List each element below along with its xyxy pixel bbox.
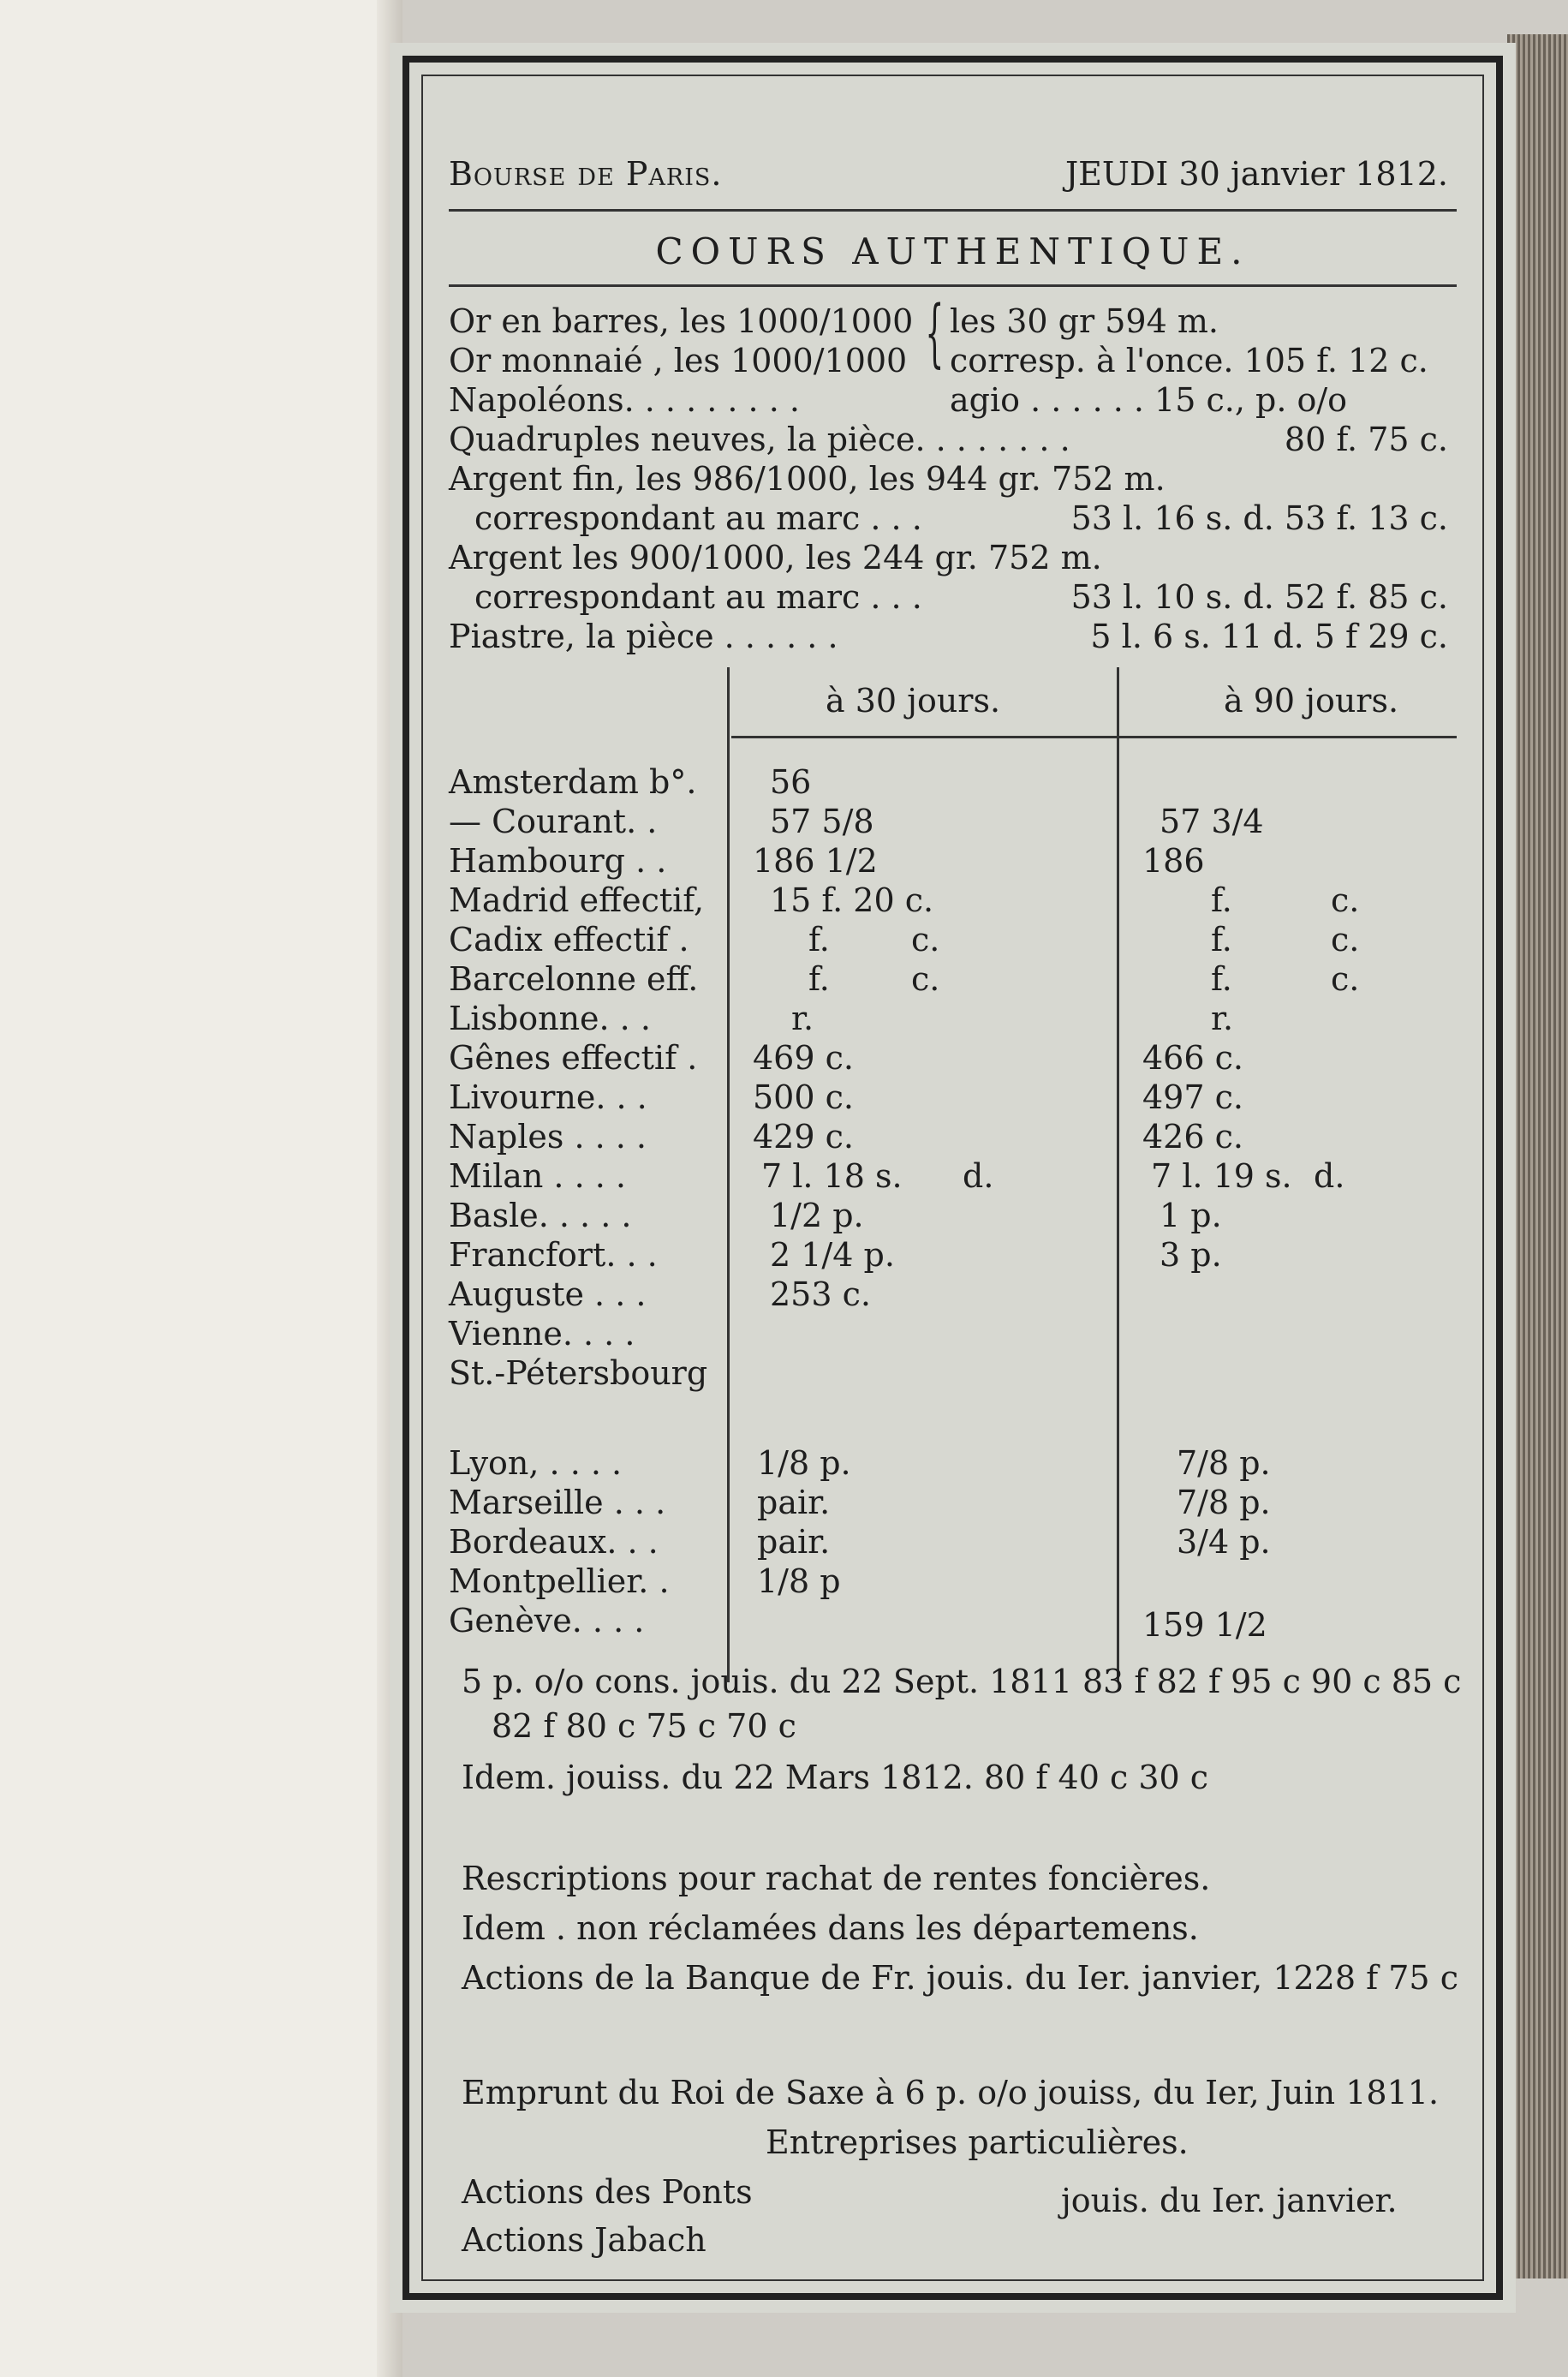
- metal-label: Piastre, la pièce . . . . . .: [449, 618, 838, 655]
- rate-30: 1/8 p: [757, 1562, 841, 1600]
- metal-label: Napoléons. . . . . . . . .: [449, 381, 800, 419]
- header-rule: [449, 209, 1457, 212]
- rentes-line: Idem. jouiss. du 22 Mars 1812. 80 f 40 c 30 c: [462, 1759, 1209, 1796]
- metal-value: 80 f. 75 c.: [1284, 421, 1448, 458]
- footer-line: jouis. du Ier. janvier.: [1061, 2182, 1398, 2219]
- page-edges: [1507, 34, 1568, 2278]
- rate-30: pair.: [757, 1484, 831, 1521]
- column-header-30: à 30 jours.: [826, 682, 1001, 720]
- left-blank-page: [0, 0, 396, 2377]
- place-name: — Courant. .: [449, 803, 658, 840]
- rate-30: 500 c.: [753, 1078, 854, 1116]
- rate-90: f.: [1211, 881, 1232, 919]
- column-header-rule: [731, 736, 1457, 738]
- rate-90-unit: c.: [1331, 921, 1360, 959]
- outer-border: [402, 56, 1503, 2300]
- rate-90: f.: [1211, 960, 1232, 998]
- rate-90: 1 p.: [1160, 1197, 1222, 1234]
- metal-value: 53 l. 10 s. d. 52 f. 85 c.: [1070, 578, 1448, 616]
- rate-30: pair.: [757, 1523, 831, 1561]
- place-name: Cadix effectif .: [449, 921, 689, 959]
- footer-line: Actions de la Banque de Fr. jouis. du Ier. janvier, 1228 f 75 c: [462, 1959, 1458, 1997]
- place-name: St.-Pétersbourg: [449, 1354, 708, 1392]
- place-name: Milan . . . .: [449, 1157, 626, 1195]
- place-name: Basle. . . . .: [449, 1197, 632, 1234]
- place-name: Genève. . . .: [449, 1602, 645, 1639]
- rate-30: 469 c.: [753, 1039, 854, 1077]
- rate-90: f.: [1211, 921, 1232, 959]
- metal-value: 5 l. 6 s. 11 d. 5 f 29 c.: [1090, 618, 1448, 655]
- place-name: Lyon, . . . .: [449, 1444, 623, 1482]
- metal-value: agio . . . . . . 15 c., p. o/o: [950, 381, 1348, 419]
- rate-30: 57 5/8: [770, 803, 874, 840]
- rate-30-unit: d.: [963, 1157, 994, 1195]
- header-left: Bourse de Paris.: [449, 155, 723, 193]
- brace-icon: {: [925, 290, 945, 376]
- rate-90-unit: c.: [1331, 881, 1360, 919]
- rate-30: r.: [791, 1000, 814, 1037]
- rate-30: 1/2 p.: [770, 1197, 864, 1234]
- rate-30: f.: [808, 960, 830, 998]
- table-divider: [727, 667, 730, 1682]
- footer-line: Rescriptions pour rachat de rentes foncières.: [462, 1860, 1211, 1897]
- place-name: Hambourg . .: [449, 842, 667, 880]
- page-title: COURS AUTHENTIQUE.: [655, 230, 1250, 272]
- place-name: Livourne. . .: [449, 1078, 647, 1116]
- rate-90: 159 1/2: [1142, 1606, 1267, 1644]
- rate-90: 7 l. 19 s.: [1151, 1157, 1292, 1195]
- rate-30: 1/8 p.: [757, 1444, 851, 1482]
- rentes-line: 82 f 80 c 75 c 70 c: [492, 1707, 796, 1745]
- place-name: Lisbonne. . .: [449, 1000, 651, 1037]
- rate-90: 3/4 p.: [1177, 1523, 1271, 1561]
- metal-label: Or en barres, les 1000/1000: [449, 302, 914, 340]
- footer-line: Actions des Ponts: [462, 2173, 753, 2211]
- place-name: Barcelonne eff.: [449, 960, 699, 998]
- rate-90-unit: c.: [1331, 960, 1360, 998]
- rate-90: 3 p.: [1160, 1236, 1222, 1274]
- place-name: Montpellier. .: [449, 1562, 670, 1600]
- rate-30: 253 c.: [770, 1275, 871, 1313]
- metal-value: 53 l. 16 s. d. 53 f. 13 c.: [1070, 499, 1448, 537]
- rate-90-unit: d.: [1314, 1157, 1345, 1195]
- rate-30: f.: [808, 921, 830, 959]
- place-name: Madrid effectif,: [449, 881, 705, 919]
- place-name: Auguste . . .: [449, 1275, 647, 1313]
- rate-30: 15 f. 20 c.: [770, 881, 934, 919]
- rate-90: r.: [1211, 1000, 1234, 1037]
- footer-heading: Entreprises particulières.: [766, 2123, 1189, 2161]
- place-name: Marseille . . .: [449, 1484, 666, 1521]
- rate-30: 7 l. 18 s.: [761, 1157, 903, 1195]
- metal-label: correspondant au marc . . .: [474, 578, 922, 616]
- metal-label: correspondant au marc . . .: [474, 499, 922, 537]
- header-date: JEUDI 30 janvier 1812.: [1064, 155, 1448, 193]
- rate-30-unit: c.: [911, 921, 940, 959]
- rate-30: 186 1/2: [753, 842, 878, 880]
- rate-30-unit: c.: [911, 960, 940, 998]
- rate-90: 186: [1142, 842, 1205, 880]
- rate-90: 7/8 p.: [1177, 1444, 1271, 1482]
- place-name: Vienne. . . .: [449, 1315, 635, 1353]
- place-name: Amsterdam b°.: [449, 763, 697, 801]
- rate-90: 57 3/4: [1160, 803, 1264, 840]
- rate-30: 56: [770, 763, 812, 801]
- place-name: Francfort. . .: [449, 1236, 658, 1274]
- page-content: [449, 115, 1462, 2259]
- metal-label: Argent fin, les 986/1000, les 944 gr. 752 m.: [449, 460, 1166, 498]
- place-name: Gênes effectif .: [449, 1039, 698, 1077]
- footer-line: Actions Jabach: [462, 2221, 706, 2259]
- place-name: Naples . . . .: [449, 1118, 647, 1156]
- rate-90: 497 c.: [1142, 1078, 1243, 1116]
- footer-line: Idem . non réclamées dans les départemens.: [462, 1909, 1199, 1947]
- rate-90: 426 c.: [1142, 1118, 1243, 1156]
- metal-label: Or monnaié , les 1000/1000: [449, 342, 908, 379]
- rate-30: 429 c.: [753, 1118, 854, 1156]
- rate-30: 2 1/4 p.: [770, 1236, 895, 1274]
- inner-border: [421, 75, 1484, 2281]
- printed-sheet: [390, 43, 1516, 2313]
- rate-90: 466 c.: [1142, 1039, 1243, 1077]
- footer-line: Emprunt du Roi de Saxe à 6 p. o/o jouiss, du Ier, Juin 1811.: [462, 2074, 1440, 2111]
- metal-label: Argent les 900/1000, les 244 gr. 752 m.: [449, 539, 1102, 576]
- rate-90: 7/8 p.: [1177, 1484, 1271, 1521]
- title-rule: [449, 284, 1457, 287]
- metal-value: les 30 gr 594 m.: [950, 302, 1219, 340]
- place-name: Bordeaux. . .: [449, 1523, 659, 1561]
- rentes-line: 5 p. o/o cons. jouis. du 22 Sept. 1811 83 f 82 f 95 c 90 c 85 c: [462, 1663, 1462, 1700]
- table-divider: [1117, 667, 1119, 1682]
- metal-value: corresp. à l'once. 105 f. 12 c.: [950, 342, 1428, 379]
- column-header-90: à 90 jours.: [1224, 682, 1399, 720]
- metal-label: Quadruples neuves, la pièce. . . . . . . .: [449, 421, 1070, 458]
